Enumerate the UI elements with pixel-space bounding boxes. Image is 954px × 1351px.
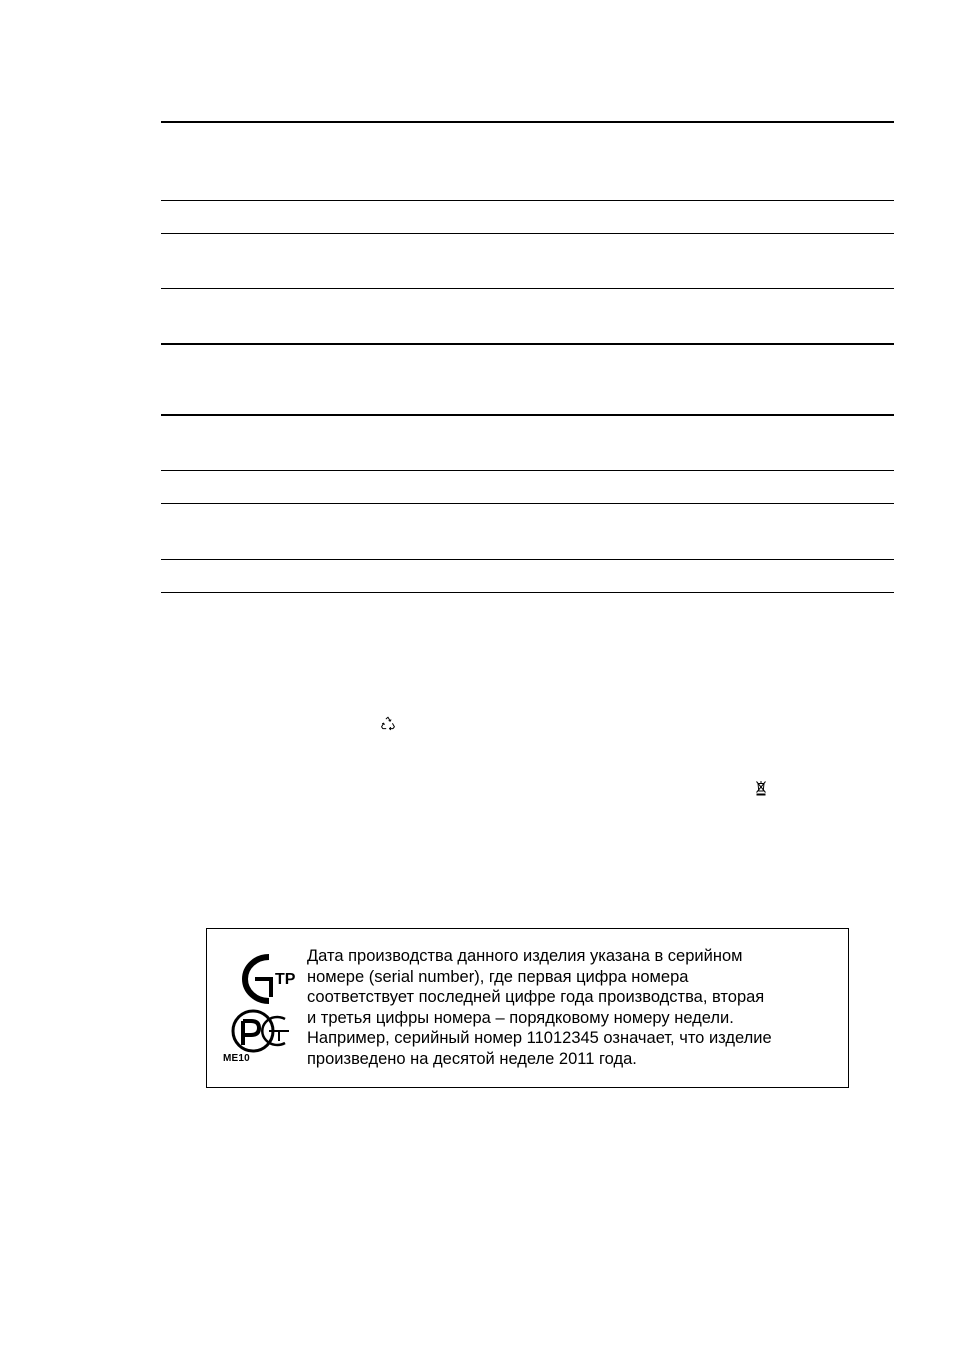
table-1-top-rule xyxy=(161,121,894,123)
table-2-row-divider xyxy=(161,503,894,504)
note-line: Дата производства данного изделия указана в серийном xyxy=(307,947,743,965)
table-1-row-divider xyxy=(161,233,894,234)
pct-mark-icon xyxy=(233,1011,289,1051)
table-2-top-rule xyxy=(161,414,894,416)
eac-mark-icon xyxy=(245,957,295,1001)
recycle-icon xyxy=(380,716,396,732)
note-line: и третья цифры номера – порядковому номеру недели. xyxy=(307,1008,734,1027)
note-line: соответствует последней цифре года производства, вторая xyxy=(307,988,765,1007)
crossed-out-bin-icon xyxy=(755,780,767,796)
table-1-bottom-rule xyxy=(161,343,894,345)
svg-text:ТР: ТР xyxy=(275,971,295,988)
cert-mark-code: ME10 xyxy=(223,1053,250,1064)
certification-box xyxy=(206,928,849,1088)
note-line: Например, серийный номер 11012345 означает, что изделие xyxy=(307,1029,772,1048)
table-1-row-divider xyxy=(161,200,894,201)
table-2-row-divider xyxy=(161,559,894,560)
certification-marks xyxy=(231,949,295,1069)
production-date-note xyxy=(307,946,837,1070)
table-1-row-divider xyxy=(161,288,894,289)
table-2-bottom-rule xyxy=(161,592,894,593)
note-line: произведено на десятой неделе 2011 года. xyxy=(307,1049,637,1068)
table-2-row-divider xyxy=(161,470,894,471)
note-line: номере (serial number), где первая цифра номера xyxy=(307,967,689,986)
